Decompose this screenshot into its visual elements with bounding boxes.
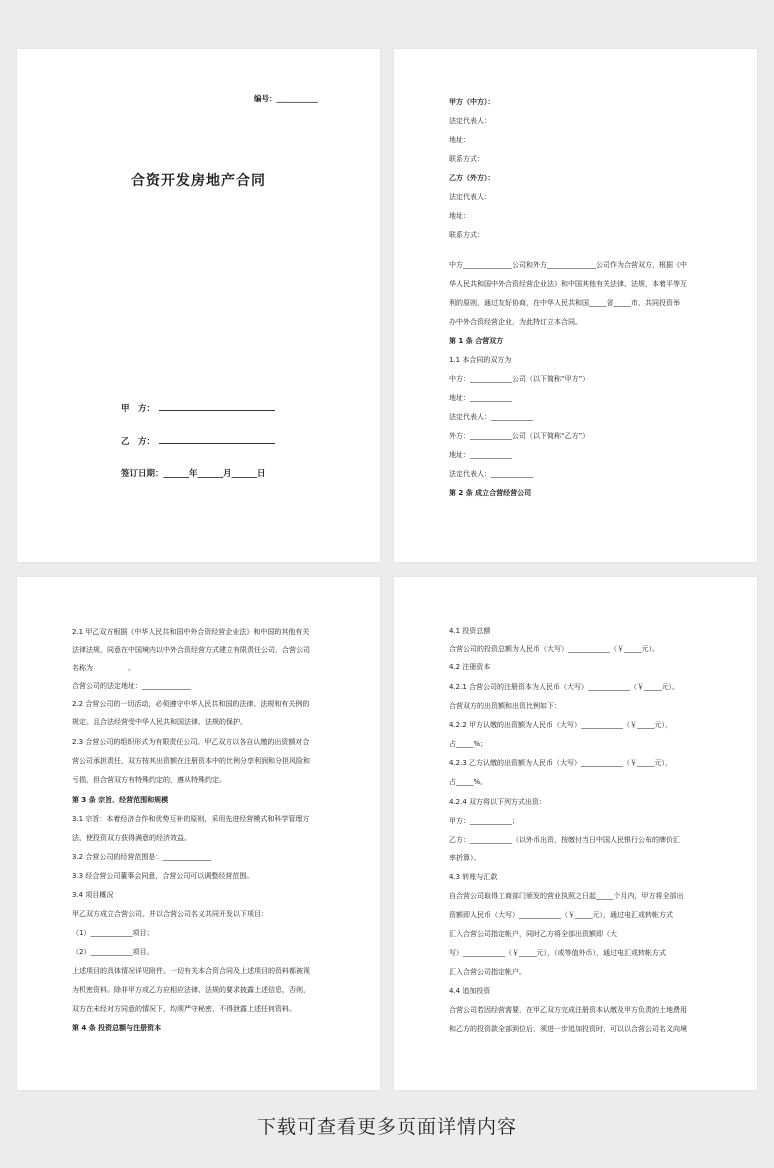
party-b-row <box>121 434 275 447</box>
text-line: 甲方：____________； <box>449 817 519 825</box>
contract-page-2 <box>394 49 757 562</box>
contract-number-label: 编号：___________ <box>254 94 318 103</box>
text-line: 4.2 注册资本 <box>449 663 491 671</box>
contract-page-3 <box>17 577 380 1090</box>
download-more-prompt[interactable]: 下载可查看更多页面详情内容 <box>256 1116 517 1138</box>
text-line: 3.1 宗旨：本着经济合作和优势互补的原则，采用先进经营模式和科学管理方 <box>72 815 310 823</box>
text-line: 占_____%。 <box>449 778 488 786</box>
text-line: 2.3 合营公司的组织形式为有限责任公司。甲乙双方以各自认缴的出资额对合 <box>72 738 310 746</box>
party-a-row <box>121 401 275 414</box>
text-line: 和乙方的投资款全部到位后，须进一步追加投资时，可以以合营公司名义向境 <box>449 1025 687 1033</box>
text-line: 上述项目的具体情况详见附件。一切有关本合资合同及上述项目的资料都被视 <box>72 967 310 975</box>
text-line: 合营公司的投资总额为人民币（大写）____________（￥_____元）。 <box>449 645 659 653</box>
text-line: 4.2.2 甲方认缴的出资额为人民币（大写）____________（￥_____元）， <box>449 721 673 729</box>
text-line: 乙方（外方）： <box>449 174 495 182</box>
text-line: 4.3 转账与汇款 <box>449 873 498 881</box>
text-line: 名称为 。 <box>72 664 135 672</box>
text-line: 外方：____________公司（以下简称“乙方”） <box>449 432 590 440</box>
contract-cover-page <box>17 49 380 562</box>
text-line: 地址： <box>449 136 470 144</box>
text-line: 法定代表人： <box>449 117 491 125</box>
text-line: 2.1 甲乙双方根据《中华人民共和国中外合资经营企业法》和中国的其他有关 <box>72 628 310 636</box>
text-line: 法定代表人：____________ <box>449 413 533 421</box>
text-line: 4.2.1 合营公司的注册资本为人民币（大写）____________（￥_____元）。 <box>449 683 680 691</box>
text-line: 亏损，但合营双方有特殊约定的，遵从特殊约定。 <box>72 776 226 784</box>
text-line: 3.4 项目概况 <box>72 891 114 899</box>
text-line: 地址：____________ <box>449 451 512 459</box>
signed-date: 签订日期：______年______月______日 <box>121 469 266 479</box>
text-line: 法定代表人： <box>449 193 491 201</box>
text-line: 中方：____________公司（以下简称“甲方”） <box>449 375 590 383</box>
text-line: 写）____________（￥_____元），（或等值外币），通过电汇或转帐方式 <box>449 949 666 957</box>
text-line: 中方______________公司和外方______________公司作为合营双方，根据《中 <box>449 261 687 269</box>
text-line: 法定代表人：____________ <box>449 470 533 478</box>
text-line: 合营公司的法定地址：______________ <box>72 682 191 690</box>
contract-title: 合资开发房地产合同 <box>131 173 266 189</box>
contract-page-4 <box>394 577 757 1090</box>
text-line: 2.2 合营公司的一切活动，必须遵守中华人民共和国的法律、法规和有关例的 <box>72 700 310 708</box>
text-line: 汇入合营公司指定帐户。 <box>449 968 526 976</box>
text-line: 自合营公司取得工商部门颁发的营业执照之日起_____个月内，甲方将全部出 <box>449 892 684 900</box>
text-line: 甲乙双方成立合营公司，并以合营公司名义共同开发以下项目： <box>72 910 268 918</box>
text-line: 双方在未经对方同意的情况下，均须严守秘密，不得泄露上述任何资料。 <box>72 1005 296 1013</box>
text-line: 为机密资料。除非甲方或乙方应相应法律、法规的要求披露上述信息，否则， <box>72 986 310 994</box>
text-line: 3.2 合营公司的经营范围是：______________ <box>72 853 212 861</box>
text-line: 4.4 追加投资 <box>449 987 491 995</box>
party-a-label: 甲 方： <box>121 404 156 414</box>
section-heading: 第 4 条 投资总额与注册资本 <box>72 1024 162 1032</box>
text-line: 1.1 本合同的双方为 <box>449 356 512 364</box>
text-line: （2）____________项目。 <box>72 948 154 956</box>
text-line: 地址： <box>449 212 470 220</box>
text-line: 法律法规，同意在中国境内以中外合资经营方式建立有限责任公司，合营公司 <box>72 646 310 654</box>
section-heading: 第 3 条 宗旨、经营范围和规模 <box>72 796 169 804</box>
text-line: 合营公司若因经营需要，在甲乙双方完成注册资本认缴及甲方负责的土地费用 <box>449 1006 687 1014</box>
text-line: 3.3 经合营公司董事会同意，合营公司可以调整经营范围。 <box>72 872 254 880</box>
text-line: 华人民共和国中外合资经营企业法》和中国其他有关法律、法规，本着平等互 <box>449 280 687 288</box>
text-line: 利的原则，通过友好协商，在中华人民共和国_____省_____市，共同投资举 <box>449 299 680 307</box>
text-line: 乙方：____________（以外币出资，按缴付当日中国人民银行公布的牌价汇 <box>449 836 680 844</box>
text-line: 办中外合资经营企业，为此特订立本合同。 <box>449 318 582 326</box>
text-line: 率折算）。 <box>449 854 481 862</box>
text-line: 甲方（中方）： <box>449 98 495 106</box>
text-line: 营公司承担责任，双方按其出资额在注册资本中的比例分享利润和分担风险和 <box>72 757 310 765</box>
text-line: 地址：____________ <box>449 394 512 402</box>
text-line: 法，使投资双方获得满意的经济效益。 <box>72 834 191 842</box>
text-line: 4.2.3 乙方认缴的出资额为人民币（大写）____________（￥_____元）， <box>449 759 673 767</box>
text-line: 合营双方的出资额和出资比例如下： <box>449 702 561 710</box>
text-line: 汇入合营公司指定帐户，同时乙方将全部出资额即（大 <box>449 930 617 938</box>
section-heading: 第 2 条 成立合营经营公司 <box>449 489 532 497</box>
party-b-line <box>159 434 275 444</box>
text-line: （1）____________项目； <box>72 929 154 937</box>
section-heading: 第 1 条 合营双方 <box>449 337 504 345</box>
party-a-line <box>159 401 275 411</box>
text-line: 资额即人民币（大写）____________（￥_____元），通过电汇或转帐方式 <box>449 911 673 919</box>
text-line: 占_____%； <box>449 740 488 748</box>
text-line: 联系方式： <box>449 155 484 163</box>
text-line: 4.1 投资总额 <box>449 627 491 635</box>
text-line: 联系方式： <box>449 231 484 239</box>
party-b-label: 乙 方： <box>121 437 156 447</box>
text-line: 规定。且合法经营受中华人民共和国法律、法规的保护。 <box>72 718 247 726</box>
text-line: 4.2.4 双方将以下列方式出资： <box>449 798 547 806</box>
